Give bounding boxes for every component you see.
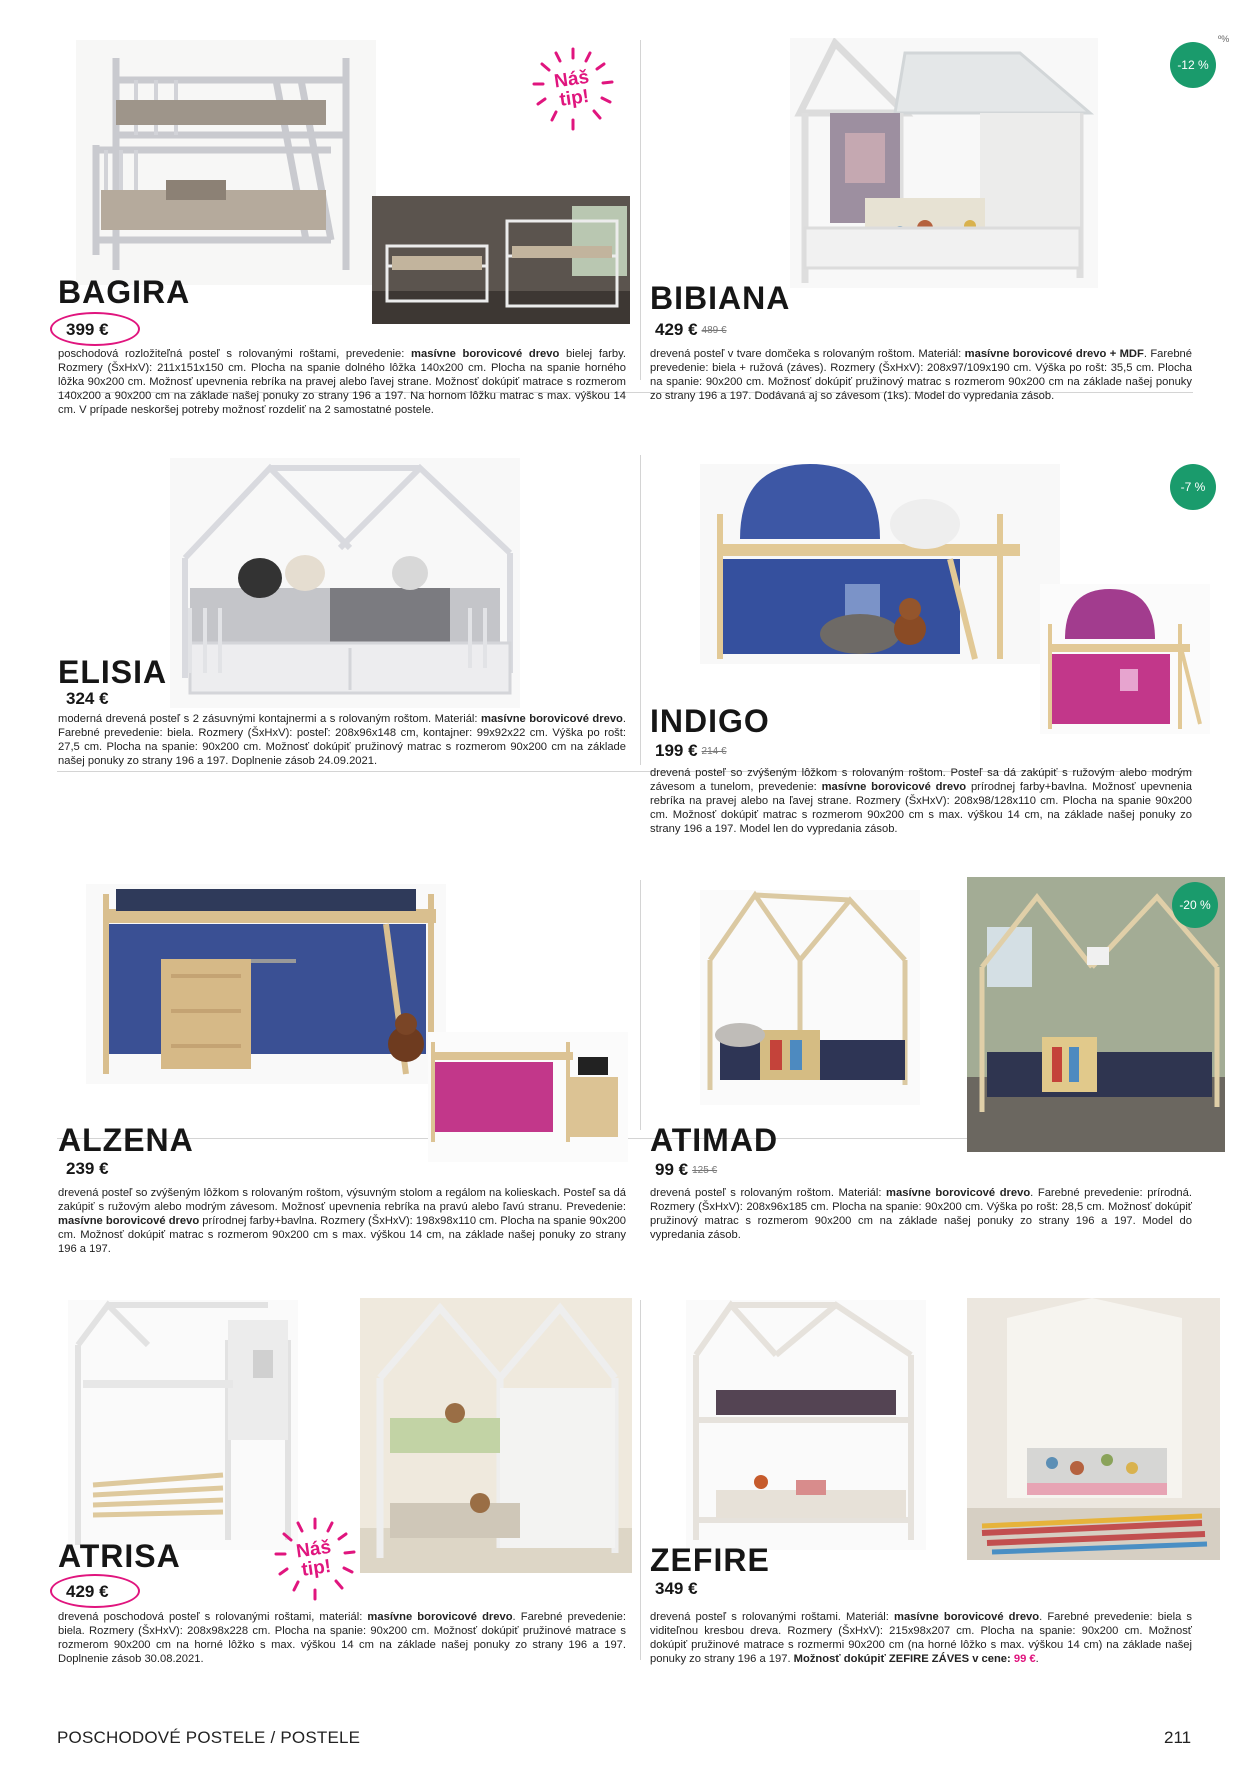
price-value: 349 € bbox=[655, 1579, 698, 1598]
zefire-photo bbox=[686, 1300, 926, 1550]
product-name: ZEFIRE bbox=[650, 1542, 770, 1578]
product-description: drevená poschodová posteľ s rolovanými roštami, materiál: masívne borovicové drevo. Farebné prevedenie: biela. Rozmery (ŠxHxV): 208x98x228 cm. Plocha na spanie: 90x200 cm. Možnosť dokúpiť pružinové matrace s rozmerom 90x200 cm na horné lôžko s max. výškou 14 cm na základe našej ponuky zo strany 196 a 197. Doplnenie zásob 30.08.2021. bbox=[58, 1611, 626, 1665]
elisia-photo bbox=[170, 458, 520, 708]
price-value: 239 € bbox=[66, 1159, 109, 1178]
price-value: 399 € bbox=[66, 320, 109, 339]
tip-line1: Náš bbox=[552, 66, 591, 93]
divider bbox=[640, 880, 641, 1130]
tip-line1: Náš bbox=[294, 1536, 333, 1563]
product-price bbox=[66, 321, 109, 338]
corner-mark: º% bbox=[1218, 34, 1230, 44]
product-price bbox=[655, 742, 727, 759]
tip-line2: tip! bbox=[300, 1555, 333, 1581]
nas-tip-sticker bbox=[272, 1516, 358, 1602]
bibiana-photo bbox=[790, 38, 1098, 288]
page-number: 211 bbox=[1164, 1728, 1192, 1747]
indigo-photo bbox=[700, 464, 1060, 664]
tip-line2: tip! bbox=[558, 85, 591, 111]
product-price bbox=[655, 1580, 698, 1597]
product-price bbox=[66, 1160, 109, 1177]
product-name: ELISIA bbox=[58, 654, 168, 690]
product-price bbox=[66, 690, 109, 707]
old-price: 214 € bbox=[701, 746, 727, 757]
bagira-room-photo bbox=[372, 196, 630, 324]
product-description: drevená posteľ so zvýšeným lôžkom s rolovaným roštom. Posteľ sa dá zakúpiť s ružovým alebo modrým závesom a tunelom, prevedenie: masívne borovicové drevo prírodnej farby+bavlna. Možnosť upevnenia rebríka na pravej alebo na ľavej strane. Rozmery (ŠxHxV): 208x98/128x110 cm. Plocha na spanie 90x200 cm. Možnosť dokúpiť matrac s rozmerom 90x200 cm s max. výškou 14 cm, na základe našej ponuky zo strany 196 a 197. Model len do vypredania zásob. bbox=[650, 767, 1192, 835]
alzena-photo bbox=[86, 884, 446, 1084]
product-description: drevená posteľ s rolovanými roštami. Materiál: masívne borovicové drevo. Farebné prevedenie: biela s viditeľnou kresbou dreva. Rozmery (ŠxHxV): 215x98x207 cm. Plocha na spanie: 90x200 cm. Možnosť dokúpiť pružinové matrace s rozmermi 90x200 cm (na horné lôžko s max. výškou 14 cm) na základe našej ponuky zo strany 196 a 197. Možnosť dokúpiť ZEFIRE ZÁVES v cene: 99 €. bbox=[650, 1611, 1192, 1665]
product-price bbox=[66, 1583, 109, 1600]
product-name: BAGIRA bbox=[58, 274, 191, 310]
product-description: drevená posteľ s rolovaným roštom. Materiál: masívne borovicové drevo. Farebné prevedenie: prírodná. Rozmery (ŠxHxV): 208x96x185 cm. Plocha na spanie: 90x200 cm. Výška po rošt: 28,5 cm. Možnosť dokúpiť pružinový matrac s rozmerom 90x200 cm na základe našej ponuky zo strany 196 a 197. Model do vypredania zásob. bbox=[650, 1187, 1192, 1241]
old-price: 125 € bbox=[692, 1165, 718, 1176]
indigo-pink-photo bbox=[1040, 584, 1210, 734]
product-name: INDIGO bbox=[650, 703, 770, 739]
divider bbox=[640, 1300, 641, 1660]
divider bbox=[640, 455, 641, 765]
product-name: BIBIANA bbox=[650, 280, 791, 316]
product-name: ATRISA bbox=[58, 1538, 181, 1574]
discount-badge: -20 % bbox=[1172, 882, 1218, 928]
price-value: 324 € bbox=[66, 689, 109, 708]
price-value: 429 € bbox=[66, 1582, 109, 1601]
discount-badge: -12 % bbox=[1170, 42, 1216, 88]
product-description: drevená posteľ so zvýšeným lôžkom s rolovaným roštom, výsuvným stolom a regálom na kolieskach. Posteľ sa dá zakúpiť s ružovým alebo modrým závesom. Možnosť upevnenia rebríka na pravú alebo ľavú stranu. Prevedenie: masívne borovicové drevo prírodnej farby+bavlna. Rozmery (ŠxHxV): 198x98x110 cm. Plocha na spanie 90x200 cm. Možnosť dokúpiť matrac s rozmerom 90x200 cm s max. výškou 14 cm, na základe našej ponuky zo strany 196 a 197. bbox=[58, 1187, 626, 1255]
price-value: 99 € bbox=[655, 1160, 689, 1179]
product-description: drevená posteľ v tvare domčeka s rolovaným roštom. Materiál: masívne borovicové drevo + MDF. Farebné prevedenie: biela + ružová (záves). Rozmery (ŠxHxV): 208x97/109x190 cm. Výška po rošt: 35,5 cm. Plocha na spanie: 90x200 cm. Možnosť dokúpiť pružinový matrac s rozmerom 90x200 cm na základe našej ponuky zo strany 196 a 197. Dodávaná aj so závesom (1ks). Model do vypredania zásob. bbox=[650, 348, 1192, 402]
old-price: 489 € bbox=[701, 325, 727, 336]
product-description: moderná drevená posteľ s 2 zásuvnými kontajnermi a s rolovaným roštom. Materiál: masívne borovicové drevo. Farebné prevedenie: biela. Rozmery (ŠxHxV): posteľ: 208x96x148 cm, kontajner: 99x92x22 cm. Výška po rošt: 27,5 cm. Plocha na spanie: 90x200 cm. Možnosť dokúpiť pružinový matrac s rozmerom 90x200 cm na základe našej ponuky zo strany 196 a 197. Doplnenie zásob 24.09.2021. bbox=[58, 713, 626, 767]
product-name: ATIMAD bbox=[650, 1122, 779, 1158]
alzena-pink-photo bbox=[428, 1032, 628, 1162]
atrisa-room-photo bbox=[360, 1298, 632, 1573]
atimad-photo bbox=[700, 890, 920, 1105]
nas-tip-sticker bbox=[530, 46, 616, 132]
bagira-photo bbox=[76, 40, 376, 285]
price-value: 199 € bbox=[655, 741, 698, 760]
section-title: POSCHODOVÉ POSTELE / POSTELE bbox=[57, 1728, 361, 1747]
product-price bbox=[655, 1161, 717, 1178]
atrisa-photo bbox=[68, 1300, 298, 1550]
divider bbox=[640, 40, 641, 380]
product-price bbox=[655, 321, 727, 338]
discount-badge: -7 % bbox=[1170, 464, 1216, 510]
zefire-room-photo bbox=[967, 1298, 1220, 1560]
product-name: ALZENA bbox=[58, 1122, 194, 1158]
price-value: 429 € bbox=[655, 320, 698, 339]
product-description: poschodová rozložiteľná posteľ s rolovanými roštami, prevedenie: masívne borovicové drevo bielej farby. Rozmery (ŠxHxV): 211x151x150 cm. Plocha na spanie dolného lôžka 140x200 cm. Plocha na spanie horného lôžka 90x200 cm. Možnosť upevnenia rebríka na pravej alebo ľavej strane. Možnosť dokúpiť matrace s rozmerom 140x200 a 90x200 cm na základe našej ponuky zo strany 196 a 197. Na hornom lôžku matrac s max. výškou 14 cm. V prípade neskoršej potreby možnosť rozdeliť na 2 samostatné postele. bbox=[58, 348, 626, 416]
